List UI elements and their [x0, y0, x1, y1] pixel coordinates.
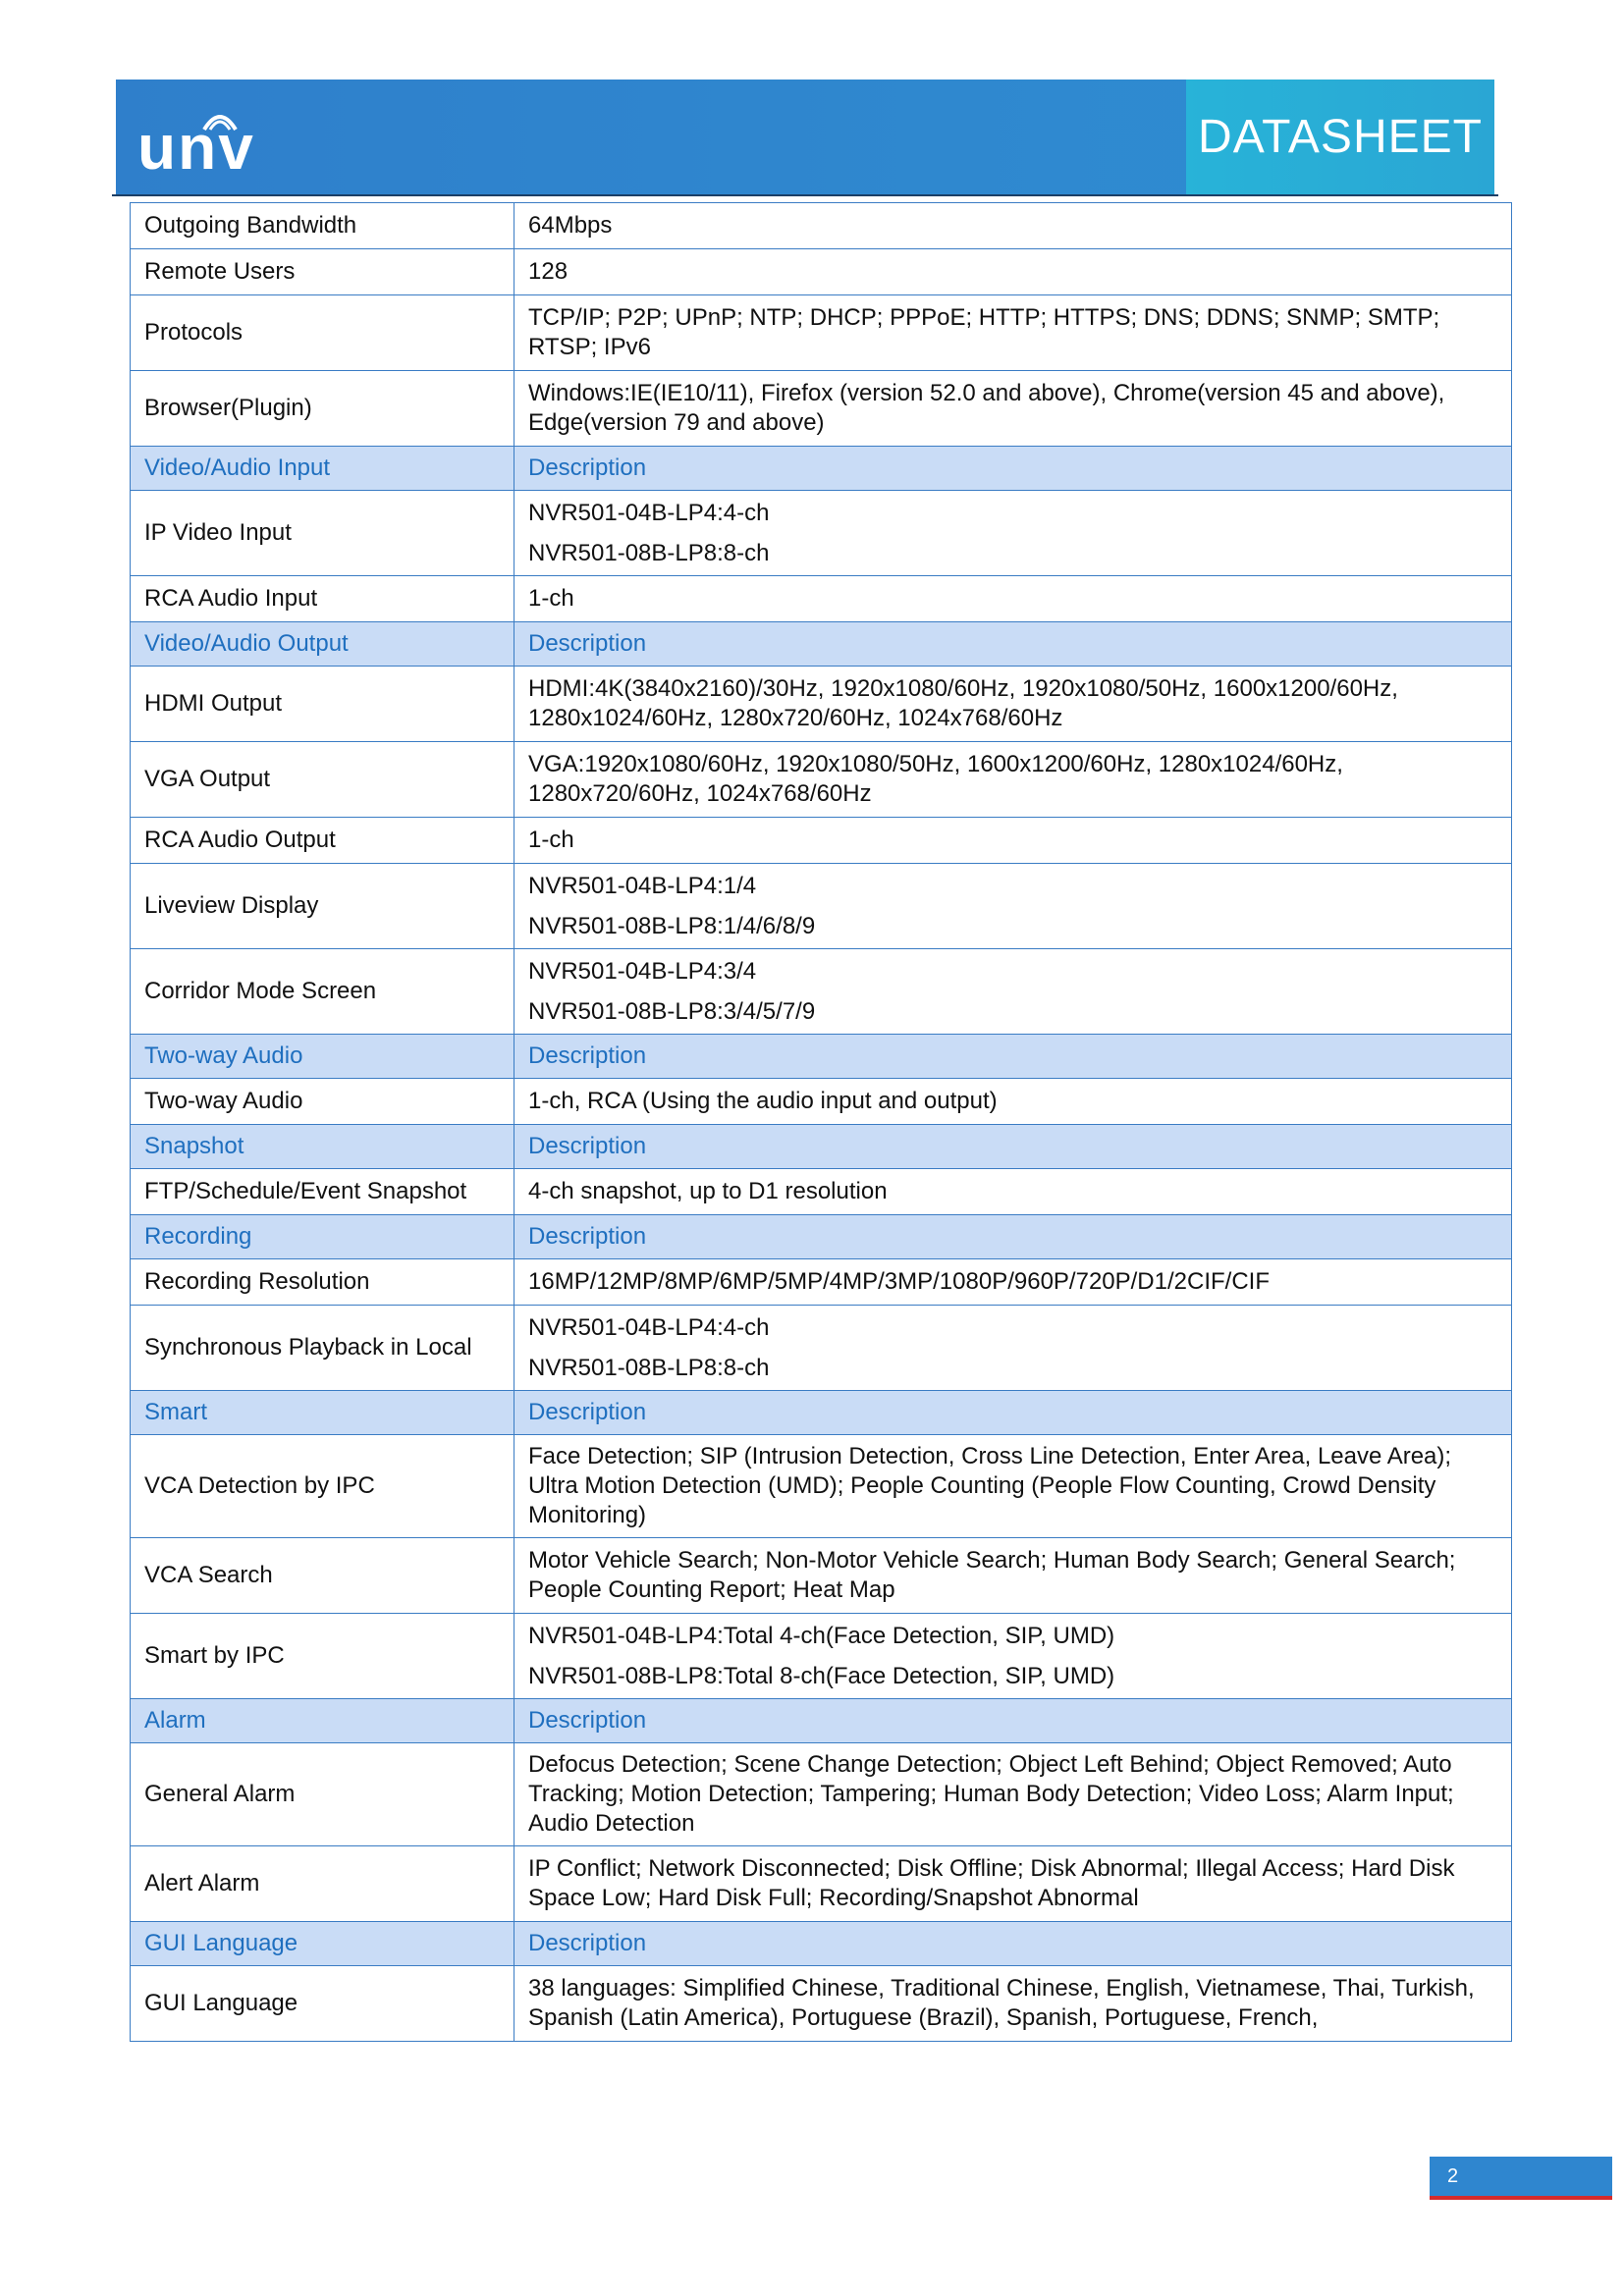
spec-value: 64Mbps [514, 203, 1512, 249]
spec-row [131, 1306, 1512, 1391]
spec-value: HDMI:4K(3840x2160)/30Hz, 1920x1080/60Hz, 1920x1080/50Hz, 1600x1200/60Hz, 1280x1024/60Hz, 1280x720/60Hz, 1024x768/60Hz [514, 667, 1512, 742]
spec-value: 1-ch [514, 576, 1512, 622]
spec-value-line: NVR501-08B-LP8:1/4/6/8/9 [528, 913, 816, 939]
section-header-row [131, 1699, 1512, 1743]
section-title: Recording [131, 1215, 514, 1259]
spec-value [514, 491, 1512, 576]
spec-value: 16MP/12MP/8MP/6MP/5MP/4MP/3MP/1080P/960P/720P/D1/2CIF/CIF [514, 1259, 1512, 1306]
spec-row [131, 864, 1512, 949]
spec-row [131, 249, 1512, 295]
spec-row [131, 1846, 1512, 1922]
spec-label: Browser(Plugin) [131, 371, 514, 447]
spec-label: Recording Resolution [131, 1259, 514, 1306]
header-divider [112, 194, 1498, 196]
spec-table [130, 202, 1512, 2042]
section-title: Smart [131, 1391, 514, 1435]
spec-label: Alert Alarm [131, 1846, 514, 1922]
section-header-row [131, 1035, 1512, 1079]
spec-row [131, 1743, 1512, 1846]
spec-row [131, 1966, 1512, 2042]
spec-value-line: NVR501-08B-LP8:8-ch [528, 1355, 770, 1381]
spec-value-line: NVR501-04B-LP4:3/4 [528, 958, 757, 985]
spec-label: FTP/Schedule/Event Snapshot [131, 1169, 514, 1215]
section-title: Alarm [131, 1699, 514, 1743]
page-number: 2 [1430, 2157, 1612, 2196]
section-header-row [131, 1215, 1512, 1259]
spec-row [131, 949, 1512, 1035]
spec-value: Motor Vehicle Search; Non-Motor Vehicle Search; Human Body Search; General Search; People Counting Report; Heat Map [514, 1538, 1512, 1614]
section-description-label: Description [514, 622, 1512, 667]
spec-row [131, 1079, 1512, 1125]
spec-label: VCA Search [131, 1538, 514, 1614]
unv-logo [137, 96, 285, 185]
spec-value: 1-ch [514, 818, 1512, 864]
spec-row [131, 818, 1512, 864]
spec-label: IP Video Input [131, 491, 514, 576]
spec-label: Remote Users [131, 249, 514, 295]
spec-value-line: NVR501-04B-LP4:4-ch [528, 1314, 770, 1341]
spec-value [514, 864, 1512, 949]
spec-value: TCP/IP; P2P; UPnP; NTP; DHCP; PPPoE; HTTP; HTTPS; DNS; DDNS; SNMP; SMTP; RTSP; IPv6 [514, 295, 1512, 371]
section-description-label: Description [514, 1699, 1512, 1743]
spec-value-line: NVR501-04B-LP4:4-ch [528, 500, 770, 526]
spec-row [131, 667, 1512, 742]
page-number-underline [1430, 2196, 1612, 2200]
spec-label: Two-way Audio [131, 1079, 514, 1125]
section-description-label: Description [514, 1035, 1512, 1079]
section-title: Two-way Audio [131, 1035, 514, 1079]
spec-value [514, 1306, 1512, 1391]
spec-label: RCA Audio Input [131, 576, 514, 622]
spec-value: IP Conflict; Network Disconnected; Disk Offline; Disk Abnormal; Illegal Access; Hard Disk Space Low; Hard Disk Full; Recording/Snapshot Abnormal [514, 1846, 1512, 1922]
spec-label: Protocols [131, 295, 514, 371]
spec-value: 38 languages: Simplified Chinese, Traditional Chinese, English, Vietnamese, Thai, Turkish, Spanish (Latin America), Portuguese (Brazil), Spanish, Portuguese, French, [514, 1966, 1512, 2042]
spec-value: Defocus Detection; Scene Change Detection; Object Left Behind; Object Removed; Auto Tracking; Motion Detection; Tampering; Human Body Detection; Video Loss; Alarm Input; Audio Detection [514, 1743, 1512, 1846]
logo-text: unv [137, 112, 255, 183]
spec-value: Face Detection; SIP (Intrusion Detection, Cross Line Detection, Enter Area, Leave Area); Ultra Motion Detection (UMD); People Counting (People Flow Counting, Crowd Density Monitoring) [514, 1435, 1512, 1538]
spec-row [131, 576, 1512, 622]
section-description-label: Description [514, 1922, 1512, 1966]
spec-value-line: NVR501-08B-LP8:8-ch [528, 540, 770, 566]
spec-label: Outgoing Bandwidth [131, 203, 514, 249]
section-header-row [131, 1125, 1512, 1169]
spec-row [131, 742, 1512, 818]
spec-row [131, 1538, 1512, 1614]
section-header-row [131, 622, 1512, 667]
spec-value [514, 1614, 1512, 1699]
section-description-label: Description [514, 1391, 1512, 1435]
section-title: Video/Audio Output [131, 622, 514, 667]
spec-row [131, 491, 1512, 576]
spec-value-line: NVR501-04B-LP4:Total 4-ch(Face Detection, SIP, UMD) [528, 1623, 1115, 1649]
section-description-label: Description [514, 1215, 1512, 1259]
datasheet-badge: DATASHEET [1186, 80, 1494, 195]
section-title: Snapshot [131, 1125, 514, 1169]
spec-label: RCA Audio Output [131, 818, 514, 864]
spec-row [131, 1614, 1512, 1699]
spec-label: Liveview Display [131, 864, 514, 949]
spec-value: 128 [514, 249, 1512, 295]
section-header-row [131, 447, 1512, 491]
section-description-label: Description [514, 447, 1512, 491]
section-header-row [131, 1391, 1512, 1435]
section-title: Video/Audio Input [131, 447, 514, 491]
spec-value-line: NVR501-08B-LP8:3/4/5/7/9 [528, 998, 816, 1025]
spec-label: Corridor Mode Screen [131, 949, 514, 1035]
spec-label: HDMI Output [131, 667, 514, 742]
spec-label: VCA Detection by IPC [131, 1435, 514, 1538]
spec-label: General Alarm [131, 1743, 514, 1846]
spec-row [131, 1435, 1512, 1538]
spec-row [131, 295, 1512, 371]
spec-label: Smart by IPC [131, 1614, 514, 1699]
spec-row [131, 1169, 1512, 1215]
section-header-row [131, 1922, 1512, 1966]
section-title: GUI Language [131, 1922, 514, 1966]
spec-value: Windows:IE(IE10/11), Firefox (version 52.0 and above), Chrome(version 45 and above), Edge(version 79 and above) [514, 371, 1512, 447]
spec-label: VGA Output [131, 742, 514, 818]
section-description-label: Description [514, 1125, 1512, 1169]
spec-value: 1-ch, RCA (Using the audio input and output) [514, 1079, 1512, 1125]
spec-value: 4-ch snapshot, up to D1 resolution [514, 1169, 1512, 1215]
spec-value-line: NVR501-08B-LP8:Total 8-ch(Face Detection, SIP, UMD) [528, 1663, 1115, 1689]
spec-label: Synchronous Playback in Local [131, 1306, 514, 1391]
spec-label: GUI Language [131, 1966, 514, 2042]
spec-value-line: NVR501-04B-LP4:1/4 [528, 873, 757, 899]
spec-row [131, 1259, 1512, 1306]
spec-row [131, 203, 1512, 249]
spec-value: VGA:1920x1080/60Hz, 1920x1080/50Hz, 1600x1200/60Hz, 1280x1024/60Hz, 1280x720/60Hz, 1024x768/60Hz [514, 742, 1512, 818]
spec-row [131, 371, 1512, 447]
spec-value [514, 949, 1512, 1035]
